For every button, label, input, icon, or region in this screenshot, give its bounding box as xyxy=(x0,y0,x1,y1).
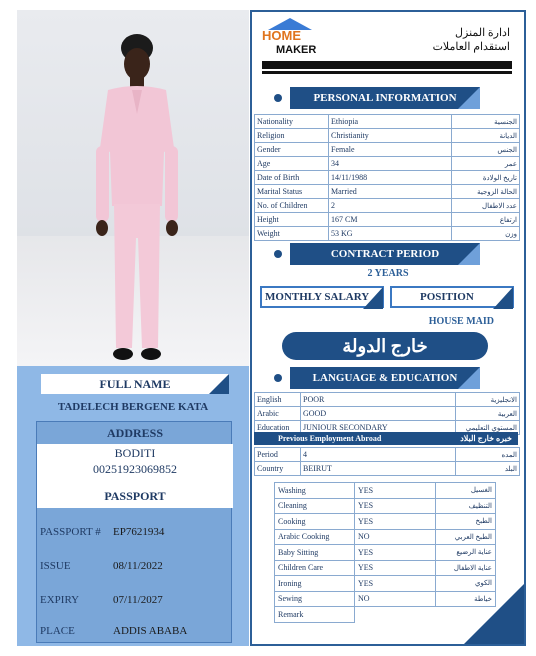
skill-row-arabic-label: خياطة xyxy=(436,591,496,607)
skill-row-arabic-label: الغسيل xyxy=(436,483,496,499)
header-divider xyxy=(262,61,512,69)
skill-row-label: Washing xyxy=(275,483,355,499)
personal-info-row-arabic-label: عدد الاطفال xyxy=(452,199,520,213)
skill-row-label: Baby Sitting xyxy=(275,545,355,561)
skill-row-value: YES xyxy=(355,560,436,576)
language-row-label: English xyxy=(255,393,301,407)
language-row-label: Arabic xyxy=(255,407,301,421)
bullet-icon xyxy=(274,374,282,382)
personal-info-row-value: Ethiopia xyxy=(329,115,452,129)
skill-row-value: YES xyxy=(355,545,436,561)
language-row-label: Education xyxy=(255,421,301,435)
personal-info-row-label: No. of Children xyxy=(255,199,329,213)
personal-info-row-value: 2 xyxy=(329,199,452,213)
previous-employment-table xyxy=(254,447,520,476)
personal-info-row-value: Female xyxy=(329,143,452,157)
personal-info-row-label: Date of Birth xyxy=(255,171,329,185)
personal-info-row-label: Nationality xyxy=(255,115,329,129)
personal-info-row xyxy=(255,227,520,241)
address-label: ADDRESS xyxy=(106,426,163,440)
position-label: POSITION xyxy=(390,286,514,308)
personal-info-row-arabic-label: الجنس xyxy=(452,143,520,157)
bullet-icon xyxy=(274,250,282,258)
personal-info-row-label: Age xyxy=(255,157,329,171)
language-row-value: POOR xyxy=(301,393,456,407)
personal-info-row-value: 34 xyxy=(329,157,452,171)
language-row-arabic-label: الانجليزية xyxy=(456,393,520,407)
passport-number-row: PASSPORT # EP7621934 xyxy=(40,526,165,538)
skill-row-value: NO xyxy=(355,591,436,607)
skill-row-value: YES xyxy=(355,483,436,499)
personal-info-row-arabic-label: عمر xyxy=(452,157,520,171)
skill-row-value: YES xyxy=(355,576,436,592)
bullet-icon xyxy=(274,94,282,102)
personal-info-table xyxy=(254,114,520,241)
language-row-arabic-label: العربية xyxy=(456,407,520,421)
full-name-label: FULL NAME xyxy=(41,374,229,394)
language-row-value: JUNIOUR SECONDARY xyxy=(301,421,456,435)
home-maker-logo: HOME MAKER xyxy=(262,18,316,58)
skill-row-label: Arabic Cooking xyxy=(275,529,355,545)
language-row xyxy=(255,407,520,421)
personal-info-row-arabic-label: الجنسية xyxy=(452,115,520,129)
skill-row-value: NO xyxy=(355,529,436,545)
skill-row xyxy=(275,483,496,499)
personal-info-row-arabic-label: الديانة xyxy=(452,129,520,143)
personal-info-row xyxy=(255,157,520,171)
address-box xyxy=(37,444,233,478)
previous-employment-row-arabic-label: البلد xyxy=(456,462,520,476)
personal-info-row xyxy=(255,213,520,227)
personal-info-row-arabic-label: الحالة الزوجية xyxy=(452,185,520,199)
skill-row-arabic-label: عناية الرضيع xyxy=(436,545,496,561)
personal-info-row-arabic-label: وزن xyxy=(452,227,520,241)
skill-row-arabic-label: التنظيف xyxy=(436,498,496,514)
personal-info-row-label: Gender xyxy=(255,143,329,157)
passport-place-row: PLACE ADDIS ABABA xyxy=(40,625,188,637)
previous-employment-row xyxy=(255,462,520,476)
personal-info-row-label: Height xyxy=(255,213,329,227)
skill-row xyxy=(275,576,496,592)
personal-info-row xyxy=(255,129,520,143)
skill-row-label: Cleaning xyxy=(275,498,355,514)
right-column xyxy=(250,10,526,646)
passport-issue-row: ISSUE 08/11/2022 xyxy=(40,560,163,572)
skill-row-label: Children Care xyxy=(275,560,355,576)
address-city: BODITI xyxy=(114,446,156,460)
arabic-company-title: ادارة المنزل استقدام العاملات xyxy=(432,27,510,53)
skill-row xyxy=(275,591,496,607)
previous-employment-row xyxy=(255,448,520,462)
personal-info-row-value: Christianity xyxy=(329,129,452,143)
candidate-photo xyxy=(17,10,249,366)
previous-employment-row-label: Period xyxy=(255,448,301,462)
personal-info-row xyxy=(255,171,520,185)
skill-row-value: YES xyxy=(355,498,436,514)
previous-employment-header: Previous Employment Abroad خبره خارج البلاد xyxy=(254,432,518,445)
remark-row xyxy=(275,607,496,623)
address-phone: 00251923069852 xyxy=(93,462,177,476)
contract-period-header: CONTRACT PERIOD xyxy=(290,243,480,265)
corner-decoration xyxy=(464,584,524,644)
personal-info-row-value: Married xyxy=(329,185,452,199)
monthly-salary-label: MONTHLY SALARY xyxy=(260,286,384,308)
personal-info-row-value: 14/11/1988 xyxy=(329,171,452,185)
skill-row-arabic-label: عناية الاطفال xyxy=(436,560,496,576)
full-name-value: TADELECH BERGENE KATA xyxy=(57,401,209,413)
previous-employment-row-arabic-label: المده xyxy=(456,448,520,462)
skill-row-arabic-label: الكوي xyxy=(436,576,496,592)
language-table xyxy=(254,392,520,435)
personal-info-row-value: 53 KG xyxy=(329,227,452,241)
passport-expiry-row: EXPIRY 07/11/2027 xyxy=(40,594,163,606)
skill-row-label: Sewing xyxy=(275,591,355,607)
position-value: HOUSE MAID xyxy=(428,316,494,327)
skill-row-value: YES xyxy=(355,514,436,530)
language-row xyxy=(255,393,520,407)
language-education-header: LANGUAGE & EDUCATION xyxy=(290,367,480,389)
skills-table xyxy=(274,482,496,623)
personal-info-row xyxy=(255,143,520,157)
skill-row xyxy=(275,545,496,561)
skill-row-label: Cooking xyxy=(275,514,355,530)
personal-info-row xyxy=(255,199,520,213)
header-divider-thin xyxy=(262,71,512,74)
personal-info-row xyxy=(255,185,520,199)
contract-years: 2 YEARS xyxy=(367,268,409,279)
skill-row xyxy=(275,529,496,545)
previous-employment-row-label: Country xyxy=(255,462,301,476)
skill-row xyxy=(275,498,496,514)
personal-info-row-arabic-label: تاريخ الولادة xyxy=(452,171,520,185)
remark-label: Remark xyxy=(275,607,355,623)
personal-info-row-label: Weight xyxy=(255,227,329,241)
personal-info-row-arabic-label: ارتفاع xyxy=(452,213,520,227)
left-column xyxy=(17,10,249,646)
language-row-value: GOOD xyxy=(301,407,456,421)
skill-row-arabic-label: الطبخ xyxy=(436,514,496,530)
skill-row-label: Ironing xyxy=(275,576,355,592)
passport-label: PASSPORT xyxy=(37,478,233,508)
skill-row xyxy=(275,560,496,576)
skill-row-arabic-label: الطبخ العربي xyxy=(436,529,496,545)
personal-info-row-label: Marital Status xyxy=(255,185,329,199)
previous-employment-row-value: 4 xyxy=(301,448,456,462)
personal-info-row-label: Religion xyxy=(255,129,329,143)
work-location-pill: خارج الدولة xyxy=(282,332,488,360)
language-row-arabic-label: المستوي التعليمي xyxy=(456,421,520,435)
skill-row xyxy=(275,514,496,530)
personal-info-row-value: 167 CM xyxy=(329,213,452,227)
previous-employment-row-value: BEIRUT xyxy=(301,462,456,476)
personal-info-row xyxy=(255,115,520,129)
personal-info-header: PERSONAL INFORMATION xyxy=(290,87,480,109)
address-passport-panel xyxy=(36,421,232,643)
